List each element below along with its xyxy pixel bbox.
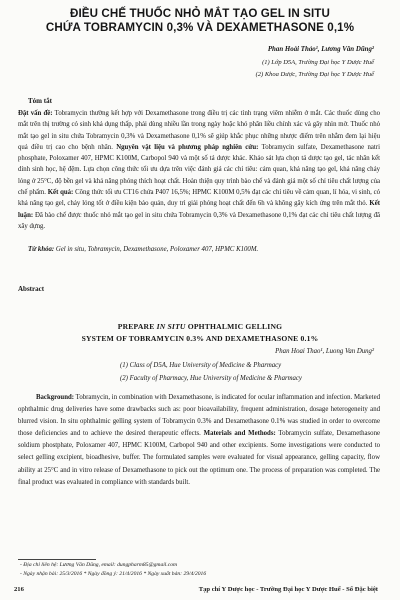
- abstract-text: Tobramycin thường kết hợp với Dexamethasone trong điều trị các tình trạng viêm nhiễm ở mắt. Các thuốc dùng cho mắt trên thị trường có sinh khả dụng thấp, phải dùng nhiều lần trong ngày hoặc khó phân liều chính xác và gây nhìn mờ. Thuốc nhỏ mắt tạo gel in situ chứa Tobramycin 0,3% và Dexamethasone 0,1% sẽ giúp khắc phục những nhược điểm trên nhằm đem lại hiệu quả điều trị cao cho bệnh nhân.: [18, 110, 380, 151]
- english-title-part: PREPARE: [117, 322, 157, 331]
- footnote-dates: - Ngày nhận bài: 25/3/2016 * Ngày đồng ý: 21/4/2016 * Ngày xuất bản: 29/4/2016: [20, 571, 207, 577]
- english-title-line-2: SYSTEM OF TOBRAMYCIN 0.3% AND DEXAMETHASONE 0.1%: [81, 334, 319, 343]
- vietnamese-title-line-1: ĐIỀU CHẾ THUỐC NHỎ MẮT TẠO GEL IN SITU: [70, 7, 330, 20]
- english-title-part: OPHTHALMIC GELLING: [185, 322, 283, 331]
- vietnamese-abstract-heading: Tóm tắt: [28, 97, 52, 105]
- vietnamese-authors: Phan Hoài Thảo¹, Lương Văn Dũng²: [267, 46, 374, 53]
- section-label-methods: Materials and Methods:: [200, 430, 276, 438]
- section-label-background: Đặt vấn đề:: [18, 110, 53, 117]
- section-label-methods: Nguyên vật liệu và phương pháp nghiên cứu:: [112, 143, 259, 151]
- vietnamese-affiliation-1: (1) Lớp D5A, Trường Đại học Y Dược Huế: [262, 59, 374, 66]
- vietnamese-title: [22, 7, 378, 35]
- section-label-conclusion: Kết luận:: [18, 200, 380, 219]
- abstract-text: Tobramycin sulfate, Dexamethasone soldium phostphate, Poloxamer 407, HPMC K100M, Carbopol 940 and other excipients. Some investigations were conducted to select gelling excipient, bioadhesive, buffer. The formulated samples were evaluated for visual appearance, gelling capacity, flow ability at 25°C and in vitro release of Dexamethasone to pick out the optimum one. The process of preparation was completed. The final product was evaluated in compliance with standards built.: [18, 430, 380, 486]
- section-label-background: Background:: [36, 394, 75, 401]
- keywords-label: Từ khóa:: [28, 246, 55, 253]
- section-label-results: Kết quả:: [46, 189, 74, 197]
- english-affiliation-2: (2) Faculty of Pharmacy, Hue University of Medicine & Pharmacy: [120, 375, 302, 382]
- english-abstract-body: [18, 392, 380, 489]
- english-title-line-1: [18, 321, 382, 333]
- footnote-divider: [18, 559, 96, 560]
- english-title: [18, 321, 382, 345]
- english-title-italic: IN SITU: [156, 322, 186, 331]
- footnote-contact: - Địa chỉ liên hệ: Lương Văn Dũng, email: dungpharm85@gmail.com: [20, 562, 178, 568]
- vietnamese-affiliation-2: (2) Khoa Dược, Trường Đại học Y Dược Huế: [255, 71, 374, 78]
- vietnamese-title-line-2: CHỨA TOBRAMYCIN 0,3% VÀ DEXAMETHASONE 0,1%: [45, 21, 355, 34]
- page-number: 216: [14, 586, 24, 593]
- keywords-text: Gel in situ, Tobramycin, Dexamethasone, Poloxamer 407, HPMC K100M.: [54, 246, 259, 253]
- abstract-text: Đã bào chế được thuốc nhỏ mắt tạo gel in situ chứa Tobramycin 0,3% và Dexamethasone 0,1% đạt các chỉ tiêu chất lượng đã xây dựng.: [18, 211, 380, 230]
- english-authors: Phan Hoai Thao¹, Luong Van Dung²: [275, 348, 374, 355]
- abstract-text: Tobramycin, in combination with Dexamethasone, is indicated for ocular inflammation and infection. Marketed ophthalmic drug deliveries have some drawbacks such as: poor bioavailability, frequent administration, dosage heterogeneity and blurred vision. In situ ophthalmic gelling system of Tobramycin 0.3% and Dexamethasone 0.1% was studied in order to overcome those deficiencies and to achieve the desired therapeutic effects.: [18, 394, 380, 438]
- english-affiliation-1: (1) Class of D5A, Hue University of Medicine & Pharmacy: [120, 362, 282, 369]
- journal-name: Tạp chí Y Dược học - Trường Đại học Y Dược Huế - Số Đặc biệt: [198, 586, 378, 593]
- vietnamese-abstract-body: [18, 108, 380, 232]
- abstract-text: Tobramycin sulfate, Dexamethasone natri phosphate, Poloxamer 407, HPMC K100M, Carbopol 940 và một số tá dược khác. Khảo sát lựa chọn tá dược tạo gel, tác nhân kết dính sinh học, hệ đệm. Lựa chọn công thức tối ưu dựa trên việc đánh giá các chỉ tiêu: cảm quan, khả năng tạo gel, khả năng chảy lỏng ở 25°C, độ bền gel và khả năng phóng thích hoạt chất. Hoàn thiện quy trình bào chế và đánh giá một số chỉ tiêu chất lượng của chế phẩm.: [18, 143, 380, 197]
- english-abstract-heading: Abstract: [18, 285, 45, 293]
- abstract-text: Công thức tối ưu CT16 chứa P407 16,5%; HPMC K100M 0,5% đạt các chỉ tiêu về cảm quan, lí hóa, vi sinh, có khả năng tạo gel, chảy lỏng tốt ở điều kiện bảo quản, duy trì giải phóng hoạt chất đến 6h và không gây kích ứng trên mắt thỏ.: [18, 189, 380, 208]
- page-footer: [0, 586, 400, 598]
- vietnamese-keywords: [28, 246, 258, 253]
